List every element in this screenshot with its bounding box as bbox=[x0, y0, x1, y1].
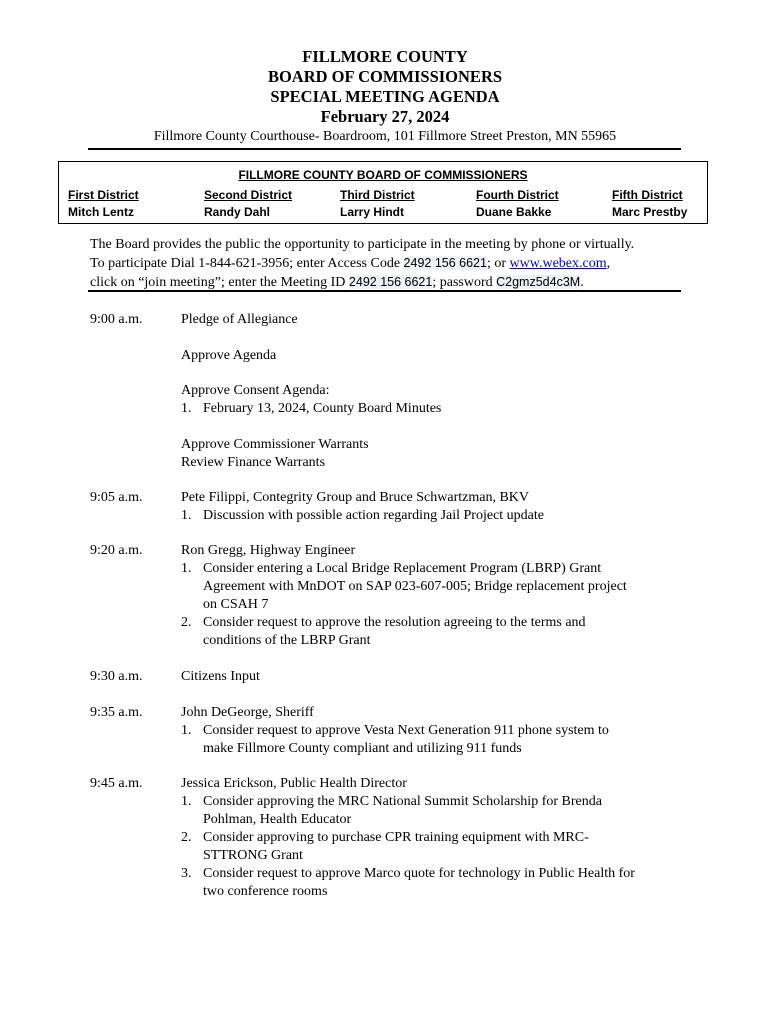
participation-notice bbox=[90, 236, 682, 292]
board-name: BOARD OF COMMISSIONERS bbox=[267, 67, 503, 86]
subitem-text: Consider entering a Local Bridge Replacement Program (LBRP) Grant bbox=[203, 561, 602, 576]
agenda-item-title: Approve Commissioner Warrants bbox=[181, 437, 369, 452]
notice-line-2 bbox=[90, 254, 682, 273]
notice-text: ; or bbox=[486, 256, 510, 271]
board-box-title: FILLMORE COUNTY BOARD OF COMMISSIONERS bbox=[238, 168, 528, 182]
agenda-item bbox=[181, 382, 681, 418]
notice-text: click on “join meeting”; enter the Meeting ID bbox=[90, 275, 349, 290]
meeting-address: Fillmore County Courthouse- Boardroom, 101 Fillmore Street Preston, MN 55965 bbox=[153, 129, 617, 144]
agenda-subitem bbox=[181, 400, 681, 418]
agenda-time: 9:45 a.m. bbox=[90, 776, 143, 791]
notice-line-1: The Board provides the public the opportunity to participate in the meeting by phone or virtually. bbox=[90, 237, 635, 252]
subitem-text: February 13, 2024, County Board Minutes bbox=[203, 401, 442, 416]
subitem-text: Consider approving to purchase CPR training equipment with MRC- bbox=[203, 830, 589, 845]
agenda-item bbox=[181, 436, 681, 472]
county-name: FILLMORE COUNTY bbox=[302, 47, 468, 66]
agenda-item bbox=[181, 704, 681, 758]
subitem-number: 1. bbox=[181, 723, 192, 738]
meeting-date: February 27, 2024 bbox=[320, 107, 450, 126]
member-fifth-district bbox=[612, 187, 687, 221]
subitem-text: Consider request to approve Vesta Next Generation 911 phone system to bbox=[203, 723, 609, 738]
agenda-item bbox=[181, 489, 681, 525]
agenda-item-title: Approve Agenda bbox=[181, 348, 277, 363]
agenda-item-title: Pledge of Allegiance bbox=[181, 312, 298, 327]
agenda-item-title: Citizens Input bbox=[181, 669, 260, 684]
member-fourth-district bbox=[476, 187, 559, 221]
district-label: Third District bbox=[340, 188, 415, 202]
agenda-subitem bbox=[181, 614, 681, 650]
commissioner-name: Mitch Lentz bbox=[68, 205, 134, 219]
commissioner-name: Duane Bakke bbox=[476, 205, 552, 219]
subitem-text: two conference rooms bbox=[203, 884, 328, 899]
agenda-item bbox=[181, 668, 681, 686]
agenda-item bbox=[181, 775, 681, 901]
agenda-time: 9:35 a.m. bbox=[90, 705, 143, 720]
subitem-text: Consider request to approve Marco quote for technology in Public Health for bbox=[203, 866, 635, 881]
notice-divider bbox=[88, 290, 681, 292]
agenda-item-title: Pete Filippi, Contegrity Group and Bruce Schwartzman, BKV bbox=[181, 490, 529, 505]
agenda-item-title: Ron Gregg, Highway Engineer bbox=[181, 543, 356, 558]
agenda-item-title: John DeGeorge, Sheriff bbox=[181, 705, 314, 720]
header-divider bbox=[88, 148, 681, 150]
agenda-item bbox=[181, 542, 681, 650]
subitem-text: conditions of the LBRP Grant bbox=[203, 633, 371, 648]
subitem-number: 1. bbox=[181, 561, 192, 576]
agenda-subitem bbox=[181, 793, 681, 829]
notice-text: To participate Dial 1-844-621-3956; enter Access Code bbox=[90, 256, 404, 271]
agenda-subitem bbox=[181, 560, 681, 614]
document-header bbox=[0, 47, 770, 146]
subitem-number: 2. bbox=[181, 615, 192, 630]
subitem-text: make Fillmore County compliant and utilizing 911 funds bbox=[203, 741, 522, 756]
agenda-item-title: Jessica Erickson, Public Health Director bbox=[181, 776, 407, 791]
district-label: Fifth District bbox=[612, 188, 683, 202]
agenda-time: 9:30 a.m. bbox=[90, 669, 143, 684]
agenda-time: 9:05 a.m. bbox=[90, 490, 143, 505]
subitem-text: Consider request to approve the resolution agreeing to the terms and bbox=[203, 615, 586, 630]
subitem-number: 1. bbox=[181, 508, 192, 523]
subitem-text: Consider approving the MRC National Summit Scholarship for Brenda bbox=[203, 794, 602, 809]
member-third-district bbox=[340, 187, 415, 221]
access-code: 2492 156 6621 bbox=[403, 256, 487, 270]
subitem-text: STTRONG Grant bbox=[203, 848, 303, 863]
meeting-id: 2492 156 6621 bbox=[348, 275, 433, 289]
subitem-number: 1. bbox=[181, 401, 192, 416]
agenda-item-title: Approve Consent Agenda: bbox=[181, 383, 330, 398]
agenda-time: 9:00 a.m. bbox=[90, 312, 143, 327]
notice-text: ; password bbox=[432, 275, 497, 290]
commissioner-name: Larry Hindt bbox=[340, 205, 405, 219]
district-label: Fourth District bbox=[476, 188, 559, 202]
agenda-item bbox=[181, 311, 681, 329]
subitem-number: 1. bbox=[181, 794, 192, 809]
agenda-item bbox=[181, 347, 681, 365]
agenda-time: 9:20 a.m. bbox=[90, 543, 143, 558]
notice-text: , bbox=[606, 256, 611, 271]
subitem-number: 2. bbox=[181, 830, 192, 845]
notice-text: . bbox=[580, 275, 584, 290]
subitem-text: on CSAH 7 bbox=[203, 597, 269, 612]
commissioner-name: Marc Prestby bbox=[612, 205, 688, 219]
district-label: Second District bbox=[204, 188, 293, 202]
subitem-text: Discussion with possible action regarding Jail Project update bbox=[203, 508, 544, 523]
meeting-password: C2gmz5d4c3M bbox=[496, 275, 581, 289]
district-label: First District bbox=[68, 188, 139, 202]
agenda-subitem bbox=[181, 722, 681, 758]
agenda-item-title: Review Finance Warrants bbox=[181, 455, 326, 470]
board-members-box bbox=[58, 161, 708, 224]
subitem-text: Pohlman, Health Educator bbox=[203, 812, 352, 827]
subitem-text: Agreement with MnDOT on SAP 023-607-005; Bridge replacement project bbox=[203, 579, 627, 594]
member-second-district bbox=[204, 187, 292, 221]
webex-link[interactable]: www.webex.com bbox=[509, 256, 607, 271]
commissioner-name: Randy Dahl bbox=[204, 205, 271, 219]
agenda-subitem bbox=[181, 829, 681, 865]
member-first-district bbox=[68, 187, 139, 221]
agenda-subitem bbox=[181, 865, 681, 901]
subitem-number: 3. bbox=[181, 866, 192, 881]
agenda-title: SPECIAL MEETING AGENDA bbox=[270, 87, 500, 106]
agenda-subitem bbox=[181, 507, 681, 525]
